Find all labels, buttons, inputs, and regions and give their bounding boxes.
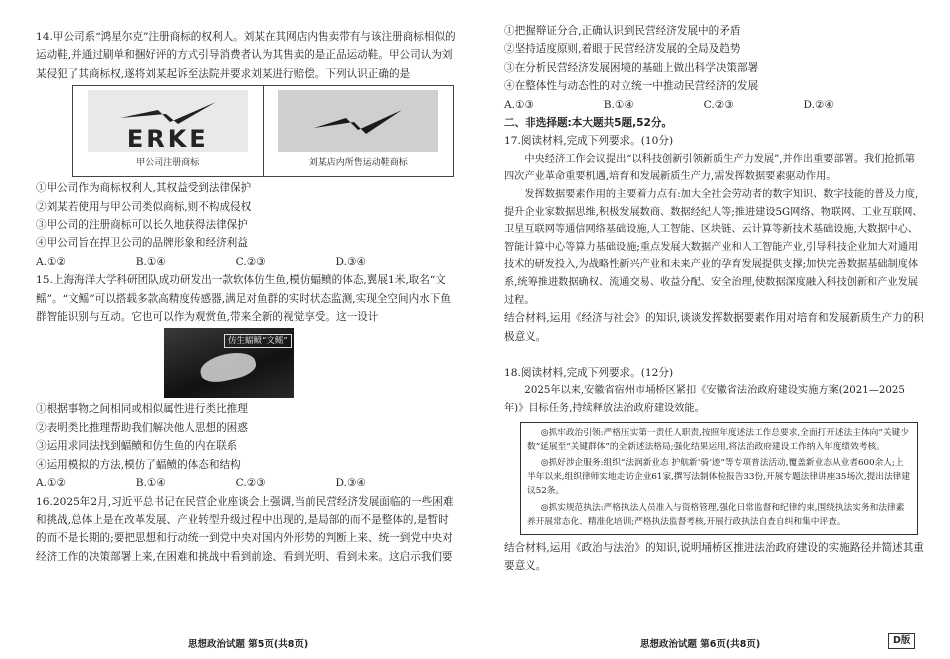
q16-statement: ②坚持适度原则,着眼于民营经济发展的全局及趋势 [504, 43, 741, 56]
manta-ray-shape [198, 349, 258, 386]
version-badge: D版 [888, 633, 915, 649]
option-a: A.①② [36, 255, 67, 268]
box-item: ◎抓牢政治引领:严格压实第一责任人职责,按照年度述法工作总要求,全面打开述法主体向“关键少数”延展至“关键群体”的全新述法格局;强化结果运用,将法治政府建设工作纳入年度绩效考核。 [527, 427, 909, 452]
q14-statement: ③甲公司的注册商标可以长久地获得法律保护 [36, 219, 248, 232]
option-b: B.①④ [135, 255, 166, 268]
q18-material-box [520, 422, 918, 535]
counterfeit-trademark-cell [264, 86, 454, 176]
option-d: D.②④ [803, 98, 834, 111]
option-b: B.①④ [603, 98, 634, 111]
left-column [36, 28, 456, 566]
footer-right: 思想政治试题 第6页(共8页) [640, 639, 761, 650]
box-item: ◎抓好涉企服务:组织“法润新业态 护航新‘骑’迹”等专项普法活动,覆盖新业态从业者600余人;上半年以来,组织律师实地走访企业61家,撰写法制体检报告33份,开展专题法律讲座35场次,提出法律建议52条。 [527, 458, 911, 497]
option-b: B.①④ [135, 477, 166, 490]
q16-stem: 16.2025年2月,习近平总书记在民营企业座谈会上强调,当前民营经济发展面临的一些困难和挑战,总体上是在改革发展、产业转型升级过程中出现的,是局部的而不是整体的,是暂时的而不是长期的;要把思想和行动统一到党中央对国内外形势的判断上来、统一到党中央对经济工作的决策部署上来,在困难和挑战中看到前途、看到光明、看到未来。这启示我们要 [36, 495, 454, 563]
registered-trademark-logo [88, 90, 248, 152]
q14-options [36, 253, 366, 271]
q16-statement: ①把握辩证分合,正确认识到民营经济发展中的矛盾 [504, 25, 741, 37]
counterfeit-swoosh-icon [308, 106, 408, 136]
q15-statement: ②表明类比推理帮助我们解决他人思想的困惑 [36, 421, 248, 434]
q14-statement: ①甲公司作为商标权利人,其权益受到法律保护 [36, 182, 252, 195]
erke-swoosh-icon [118, 100, 218, 126]
q18-heading: 18.阅读材料,完成下列要求。(12分) [504, 367, 674, 379]
q16-statement: ③在分析民营经济发展困境的基础上做出科学决策部署 [504, 61, 759, 74]
section-heading: 二、非选择题:本大题共5题,52分。 [504, 117, 673, 130]
caption-registered: 甲公司注册商标 [136, 158, 200, 169]
caption-counterfeit: 刘某店内所售运动鞋商标 [308, 158, 408, 169]
q17-material: 发挥数据要素作用的主要着力点有:加大全社会劳动者的数字知识、数字技能的普及力度,提升企业家数据思维,积极发展数商、数据经纪人等;推进建设5G网络、物联网、工业互联网、卫星互联网等通信网络基础设施,人工智能、区块链、云计算等新技术基础设施,大数据中心、智能计算中心等算力基础设施;重点发展大数据产业和人工智能产业,引导科技企业加大对通用技术的研发投入,为战略性新兴产业和未来产业的孕育发展提供支撑;加快完善数据基础制度体系,统筹推进数据确权、流通交易、收益分配、安全治理,使数据深度融入科技创新和产业发展过程。 [504, 189, 923, 306]
q14-statement: ②刘某若使用与甲公司类似商标,则不构成侵权 [36, 200, 252, 213]
option-c: C.②③ [235, 477, 266, 490]
q15-statement: ①根据事物之间相同或相似属性进行类比推理 [36, 403, 248, 416]
option-d: D.③④ [335, 255, 366, 268]
counterfeit-trademark-logo [278, 90, 438, 152]
bionic-fish-photo [164, 328, 294, 398]
q18-material: 2025年以来,安徽省宿州市埇桥区紧扣《安徽省法治政府建设实施方案(2021—2025年)》目标任务,持续释放法治政府建设效能。 [504, 385, 905, 414]
box-item: ◎抓实规范执法:严格执法人员准入与资格管理,强化日常监督和纪律约束,围绕执法实务和法律素养开展常态化、精准化培训;严格执法监督考核,开展行政执法自查自纠和集中评查。 [527, 502, 905, 527]
q15-statement: ③运用求同法找到蝠鲼和仿生鱼的内在联系 [36, 440, 238, 453]
option-a: A.①② [36, 477, 67, 490]
q14-statement: ④甲公司旨在捍卫公司的品牌形象和经济利益 [36, 237, 248, 250]
q16-options [504, 96, 834, 114]
q15-options [36, 474, 366, 492]
q15-stem: 15.上海海洋大学科研团队成功研发出一款软体仿生鱼,模仿蝠鲼的体态,翼展1米,取名“文鳐”。“文鳐”可以搭载多款高精度传感器,满足对鱼群的实时状态监测,实现全空间内水下鱼群智能识别与互动。它也可以作为观赏鱼,带来全新的视觉享受。这一设计 [36, 274, 451, 324]
logo-wordmark: ERKE [126, 124, 209, 153]
q14-trademark-figure [72, 85, 454, 177]
option-a: A.①③ [504, 98, 535, 111]
q18-task: 结合材料,运用《政治与法治》的知识,说明埇桥区推进法治政府建设的实施路径并简述其重要意义。 [504, 542, 924, 573]
option-c: C.②③ [703, 98, 734, 111]
q14-stem: 14.甲公司系“鸿星尔克”注册商标的权利人。刘某在其网店内售卖带有与该注册商标相似的运动鞋,并通过刷单和捆好评的方式引导消费者认为其售卖的是正品运动鞋。甲公司认为刘某侵犯了其商标权,遂将刘某起诉至法院并要求刘某进行赔偿。下列认识正确的是 [36, 31, 456, 80]
q17-task: 结合材料,运用《经济与社会》的知识,谈谈发挥数据要素作用对培育和发展新质生产力的积极意义。 [504, 312, 924, 343]
option-c: C.②③ [235, 255, 266, 268]
option-d: D.③④ [335, 477, 366, 490]
photo-label: 仿生蝠鲼“文鳐” [224, 334, 292, 348]
registered-trademark-cell [73, 86, 264, 176]
q15-statement: ④运用模拟的方法,模仿了蝠鲼的体态和结构 [36, 458, 241, 471]
q17-heading: 17.阅读材料,完成下列要求。(10分) [504, 135, 674, 148]
q17-material: 中央经济工作会议提出“以科技创新引领新质生产力发展”,并作出重要部署。我们抢抓第四次产业革命重要机遇,培育和发展新质生产力,需发挥数据要素驱动作用。 [504, 153, 915, 183]
footer-left: 思想政治试题 第5页(共8页) [188, 639, 309, 650]
right-column [504, 22, 924, 576]
answer-space [504, 346, 924, 364]
q16-statement: ④在整体性与动态性的对立统一中推动民营经济的发展 [504, 80, 759, 93]
